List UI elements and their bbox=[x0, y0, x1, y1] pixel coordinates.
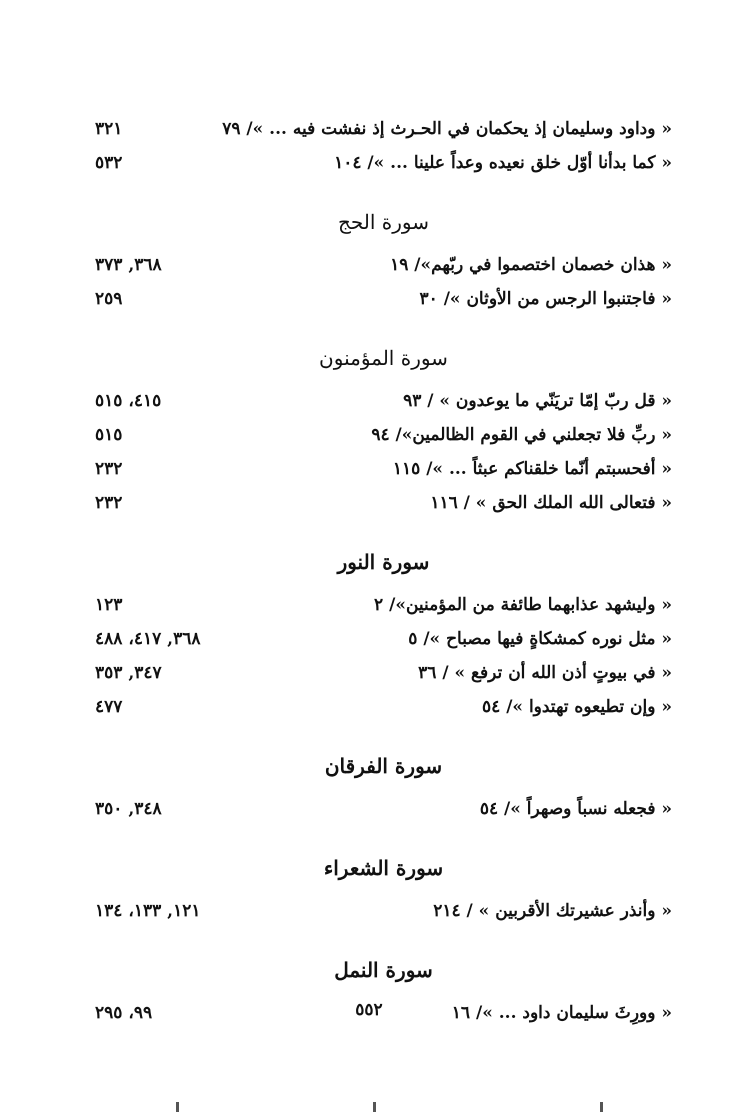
page-refs: ٣٤٧, ٣٥٣ bbox=[95, 663, 162, 683]
scan-mark bbox=[176, 1102, 179, 1112]
section-title: سورة النمل bbox=[334, 958, 433, 982]
section-an-nur bbox=[95, 542, 672, 724]
verse-text: « وورِثَ سليمان داود ... »/ ١٦ bbox=[451, 1003, 672, 1023]
index-entry bbox=[95, 656, 672, 690]
page-refs: ٣٦٨, ٤١٧، ٤٨٨ bbox=[95, 629, 201, 649]
index-entry bbox=[95, 282, 672, 316]
scan-mark bbox=[600, 1102, 603, 1112]
index-entry bbox=[95, 622, 672, 656]
page-refs: ٤١٥، ٥١٥ bbox=[95, 391, 162, 411]
page-refs: ٥٣٢ bbox=[95, 153, 123, 173]
verse-text: « كما بدأنا أوّل خلق نعيده وعداً علينا ... »/ ١٠٤ bbox=[334, 153, 672, 173]
page-refs: ٤٧٧ bbox=[95, 697, 123, 717]
page-refs: ٣٦٨, ٣٧٣ bbox=[95, 255, 162, 275]
page-refs: ٣٤٨, ٣٥٠ bbox=[95, 799, 162, 819]
verse-text: « وأنذر عشيرتك الأقربين » / ٢١٤ bbox=[433, 901, 672, 921]
section-title: سورة الحج bbox=[337, 210, 430, 234]
page-refs: ١٢٣ bbox=[95, 595, 123, 615]
index-entry bbox=[95, 248, 672, 282]
page-refs: ٢٥٩ bbox=[95, 289, 123, 309]
scan-mark bbox=[373, 1102, 376, 1112]
page-refs: ٩٩، ٢٩٥ bbox=[95, 1003, 153, 1023]
page-refs: ٢٣٢ bbox=[95, 459, 123, 479]
verse-text: « قل ربّ إمّا تريَنّي ما يوعدون » / ٩٣ bbox=[403, 391, 672, 411]
index-entry bbox=[95, 588, 672, 622]
verse-text: « في بيوتٍ أذن الله أن ترفع » / ٣٦ bbox=[418, 663, 672, 683]
verse-text: « ربِّ فلا تجعلني في القوم الظالمين»/ ٩٤ bbox=[371, 425, 672, 445]
index-entry bbox=[95, 894, 672, 928]
section-continuation bbox=[95, 112, 672, 180]
verse-text: « فاجتنبوا الرجس من الأوثان »/ ٣٠ bbox=[419, 289, 672, 309]
index-entry bbox=[95, 486, 672, 520]
verse-text: « أفحسبتم أنّما خلقناكم عبثاً ... »/ ١١٥ bbox=[392, 459, 672, 479]
index-entry bbox=[95, 112, 672, 146]
section-al-hajj bbox=[95, 202, 672, 316]
section-al-muminun bbox=[95, 338, 672, 520]
section-ash-shuara bbox=[95, 848, 672, 928]
page-refs: ٣٢١ bbox=[95, 119, 123, 139]
verse-text: « فتعالى الله الملك الحق » / ١١٦ bbox=[430, 493, 672, 513]
section-title: سورة الفرقان bbox=[324, 754, 443, 778]
index-entry bbox=[95, 690, 672, 724]
page-number: ٥٥٢ bbox=[355, 1000, 383, 1020]
verse-text: « وداود وسليمان إذ يحكمان في الحـرث إذ نفشت فيه ... »/ ٧٩ bbox=[222, 119, 672, 139]
page-refs: ٥١٥ bbox=[95, 425, 123, 445]
page-refs: ١٢١, ١٣٣، ١٣٤ bbox=[95, 901, 201, 921]
index-entry bbox=[95, 384, 672, 418]
verse-text: « مثل نوره كمشكاةٍ فيها مصباح »/ ٥ bbox=[408, 629, 672, 649]
verse-text: « هذان خصمان اختصموا في ربّهم»/ ١٩ bbox=[390, 255, 672, 275]
index-entry bbox=[95, 418, 672, 452]
verse-text: « فجعله نسباً وصهراً »/ ٥٤ bbox=[479, 799, 672, 819]
section-al-furqan bbox=[95, 746, 672, 826]
verse-text: « وليشهد عذابهما طائفة من المؤمنين»/ ٢ bbox=[374, 595, 672, 615]
scan-edge-marks bbox=[0, 1100, 738, 1118]
index-entry bbox=[95, 792, 672, 826]
verse-text: « وإن تطيعوه تهتدوا »/ ٥٤ bbox=[482, 697, 672, 717]
section-title: سورة النور bbox=[337, 550, 430, 574]
index-content bbox=[95, 112, 672, 1030]
page-refs: ٢٣٢ bbox=[95, 493, 123, 513]
section-title: سورة الشعراء bbox=[323, 856, 444, 880]
index-entry bbox=[95, 146, 672, 180]
index-entry bbox=[95, 452, 672, 486]
section-title: سورة المؤمنون bbox=[319, 346, 448, 370]
